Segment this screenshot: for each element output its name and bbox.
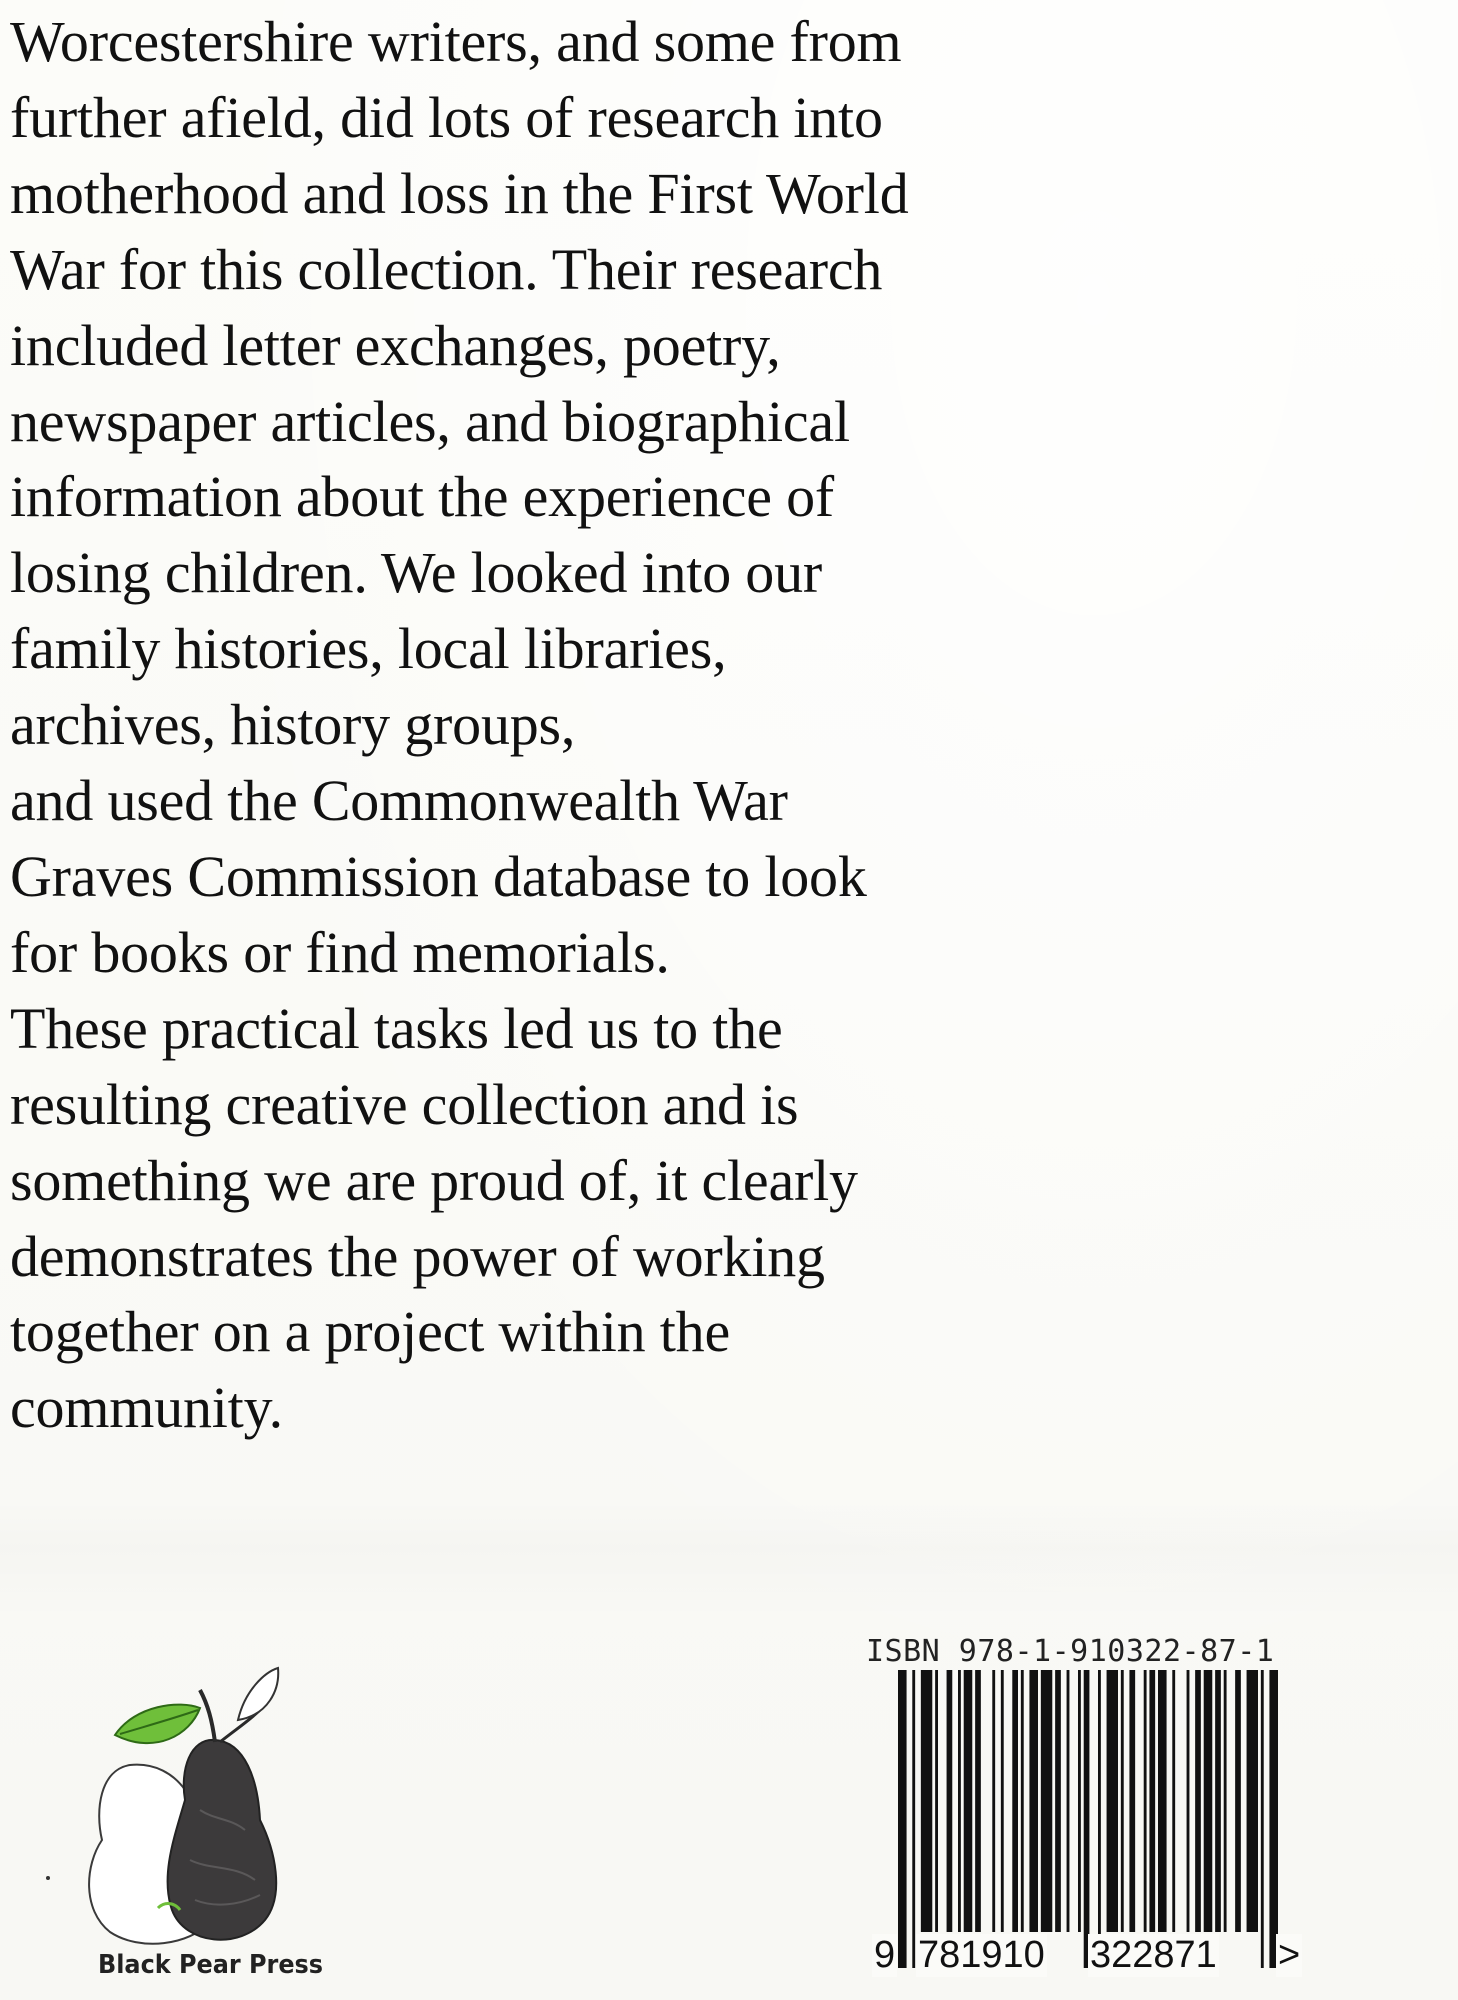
barcode-bar (1247, 1670, 1258, 1932)
blurb-line: Graves Commission database to look (10, 843, 867, 909)
barcode-bar (1215, 1670, 1221, 1932)
barcode-bar (1012, 1670, 1018, 1932)
blurb-line: These practical tasks led us to the (10, 995, 783, 1061)
barcode-bar (1261, 1670, 1264, 1968)
barcode-arrow: > (1278, 1934, 1301, 1976)
barcode-bar (958, 1670, 961, 1932)
blurb-text (10, 4, 1160, 1446)
blurb-line: archives, history groups, (10, 692, 576, 758)
blurb-line: further afield, did lots of research into (10, 84, 883, 150)
barcode-bar (921, 1670, 932, 1932)
barcode-bar (1029, 1670, 1038, 1932)
barcode-bar (1078, 1670, 1081, 1932)
barcode-bar (1041, 1670, 1052, 1932)
blurb-line: demonstrates the power of working (10, 1223, 825, 1289)
barcode-bar (1187, 1670, 1190, 1932)
black-pear-logo-icon (40, 1660, 340, 1960)
barcode-bar (1084, 1670, 1090, 1968)
barcode-bar (1021, 1670, 1024, 1932)
barcode-bar (935, 1670, 938, 1932)
blurb-line: something we are proud of, it clearly (10, 1147, 858, 1213)
barcode-digit-lead: 9 (874, 1934, 896, 1976)
barcode-bar (947, 1670, 953, 1932)
barcode-bar (1149, 1670, 1155, 1932)
barcode-bar (912, 1670, 915, 1968)
blurb-line: War for this collection. Their research (10, 236, 883, 302)
blurb-line: newspaper articles, and biographical (10, 388, 850, 454)
blurb-line: family histories, local libraries, (10, 616, 727, 682)
barcode-bar (1055, 1670, 1061, 1932)
publisher-name: Black Pear Press (98, 1950, 324, 1980)
isbn-barcode (898, 1670, 1278, 1968)
barcode-bar (1107, 1670, 1118, 1932)
barcode-bar (1129, 1670, 1135, 1932)
isbn-label: ISBN 978-1-910322-87-1 (866, 1634, 1275, 1669)
barcode-bar (1224, 1670, 1227, 1932)
barcode-bar (964, 1670, 973, 1932)
barcode-bar (1121, 1670, 1124, 1932)
barcode-bar (1067, 1670, 1070, 1932)
blurb-line: motherhood and loss in the First World (10, 160, 909, 226)
barcode-bar (992, 1670, 995, 1932)
barcode-digits-right: 322871 (1090, 1934, 1217, 1976)
blurb-line: and used the Commonwealth War (10, 768, 788, 834)
blurb-line: information about the experience of (10, 464, 835, 530)
barcode-bar (1158, 1670, 1167, 1932)
barcode-bar (1001, 1670, 1004, 1932)
barcode-bar (975, 1670, 981, 1932)
blurb-line: losing children. We looked into our (10, 540, 823, 606)
barcode-bar (1269, 1670, 1278, 1968)
barcode-bar (1144, 1670, 1147, 1932)
barcode-bar (1204, 1670, 1213, 1932)
barcode-bar (898, 1670, 907, 1968)
barcode-bar (1098, 1670, 1101, 1968)
barcode-bar (1235, 1670, 1241, 1932)
blurb-line: together on a project within the (10, 1299, 730, 1365)
show-through-area (0, 1500, 1458, 1620)
blurb-line: community. (10, 1375, 283, 1441)
blurb-line: for books or find memorials. (10, 919, 670, 985)
blurb-line: included letter exchanges, poetry, (10, 312, 781, 378)
blurb-line: Worcestershire writers, and some from (10, 9, 902, 74)
barcode-bar (1172, 1670, 1175, 1932)
blurb-line: resulting creative collection and is (10, 1071, 799, 1137)
barcode-digits-left: 781910 (918, 1934, 1045, 1976)
barcode-bar (1195, 1670, 1201, 1932)
